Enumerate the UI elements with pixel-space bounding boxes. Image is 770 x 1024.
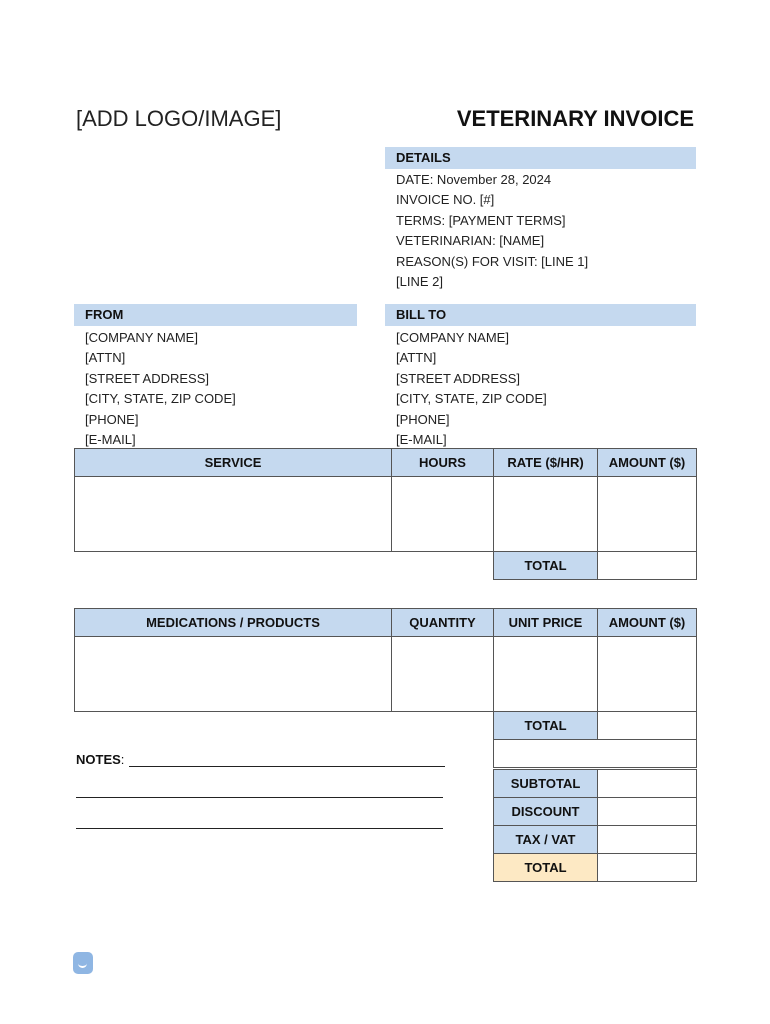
column-header-unit-price: UNIT PRICE — [494, 609, 598, 637]
hours-cell[interactable] — [392, 477, 494, 552]
from-phone: [PHONE] — [85, 411, 139, 427]
services-total-value[interactable] — [598, 552, 697, 580]
details-reason-line-2: [LINE 2] — [396, 274, 443, 290]
bill-to-heading: BILL TO — [385, 304, 696, 326]
bill-to-company: [COMPANY NAME] — [396, 330, 509, 345]
bill-to-block — [396, 328, 547, 450]
from-block — [85, 328, 236, 450]
products-table — [74, 608, 697, 712]
summary-spacer-cell — [494, 740, 697, 768]
summary-box — [493, 769, 697, 882]
tax-value[interactable] — [598, 826, 697, 854]
logo-placeholder: [ADD LOGO/IMAGE] — [76, 106, 282, 131]
from-city: [CITY, STATE, ZIP CODE] — [85, 391, 236, 407]
product-amount-cell[interactable] — [598, 637, 697, 712]
discount-value[interactable] — [598, 798, 697, 826]
notes-line-2[interactable] — [76, 797, 443, 798]
details-reason-line-1: REASON(S) FOR VISIT: [LINE 1] — [396, 253, 589, 269]
service-cell[interactable] — [75, 477, 392, 552]
smile-glyph — [78, 961, 87, 968]
services-header-row — [75, 449, 697, 477]
services-entry-row — [75, 477, 697, 552]
products-total-value[interactable] — [598, 712, 697, 740]
discount-label: DISCOUNT — [494, 798, 598, 826]
column-header-products: MEDICATIONS / PRODUCTS — [75, 609, 392, 637]
subtotal-label: SUBTOTAL — [494, 770, 598, 798]
bill-to-phone: [PHONE] — [396, 411, 450, 427]
column-header-amount: AMOUNT ($) — [598, 449, 697, 477]
services-total-label: TOTAL — [494, 552, 598, 580]
notes-label-text: NOTES — [76, 752, 121, 767]
document-app-icon[interactable] — [73, 952, 93, 974]
from-email: [E-MAIL] — [85, 432, 136, 448]
details-block — [396, 170, 588, 292]
rate-cell[interactable] — [494, 477, 598, 552]
products-total-box — [493, 711, 697, 768]
bill-to-city: [CITY, STATE, ZIP CODE] — [396, 391, 547, 407]
from-street: [STREET ADDRESS] — [85, 370, 210, 386]
details-terms: TERMS: [PAYMENT TERMS] — [396, 212, 566, 228]
notes-colon: : — [120, 752, 125, 767]
service-amount-cell[interactable] — [598, 477, 697, 552]
notes-line-3[interactable] — [76, 828, 443, 829]
column-header-rate: RATE ($/HR) — [494, 449, 598, 477]
notes-line-1[interactable] — [129, 766, 445, 767]
products-entry-row — [75, 637, 697, 712]
invoice-title: VETERINARY INVOICE — [456, 106, 694, 131]
quantity-cell[interactable] — [392, 637, 494, 712]
from-company: [COMPANY NAME] — [85, 330, 198, 345]
from-heading: FROM — [74, 304, 357, 326]
details-date: DATE: November 28, 2024 — [396, 172, 552, 187]
product-cell[interactable] — [75, 637, 392, 712]
bill-to-attn: [ATTN] — [396, 350, 437, 366]
discount-row — [494, 798, 697, 826]
products-total-label: TOTAL — [494, 712, 598, 740]
column-header-hours: HOURS — [392, 449, 494, 477]
bill-to-email: [E-MAIL] — [396, 432, 447, 448]
details-veterinarian: VETERINARIAN: [NAME] — [396, 233, 545, 249]
notes-label — [76, 752, 124, 767]
column-header-service: SERVICE — [75, 449, 392, 477]
subtotal-row — [494, 770, 697, 798]
details-invoice-no: INVOICE NO. [#] — [396, 192, 495, 208]
column-header-product-amount: AMOUNT ($) — [598, 609, 697, 637]
tax-row — [494, 826, 697, 854]
column-header-quantity: QUANTITY — [392, 609, 494, 637]
services-table — [74, 448, 697, 552]
unit-price-cell[interactable] — [494, 637, 598, 712]
grand-total-label: TOTAL — [494, 854, 598, 882]
subtotal-value[interactable] — [598, 770, 697, 798]
tax-label: TAX / VAT — [494, 826, 598, 854]
grand-total-row — [494, 854, 697, 882]
bill-to-street: [STREET ADDRESS] — [396, 370, 521, 386]
grand-total-value[interactable] — [598, 854, 697, 882]
details-heading: DETAILS — [385, 147, 696, 169]
from-attn: [ATTN] — [85, 350, 126, 366]
products-header-row — [75, 609, 697, 637]
services-total-box — [493, 551, 697, 580]
